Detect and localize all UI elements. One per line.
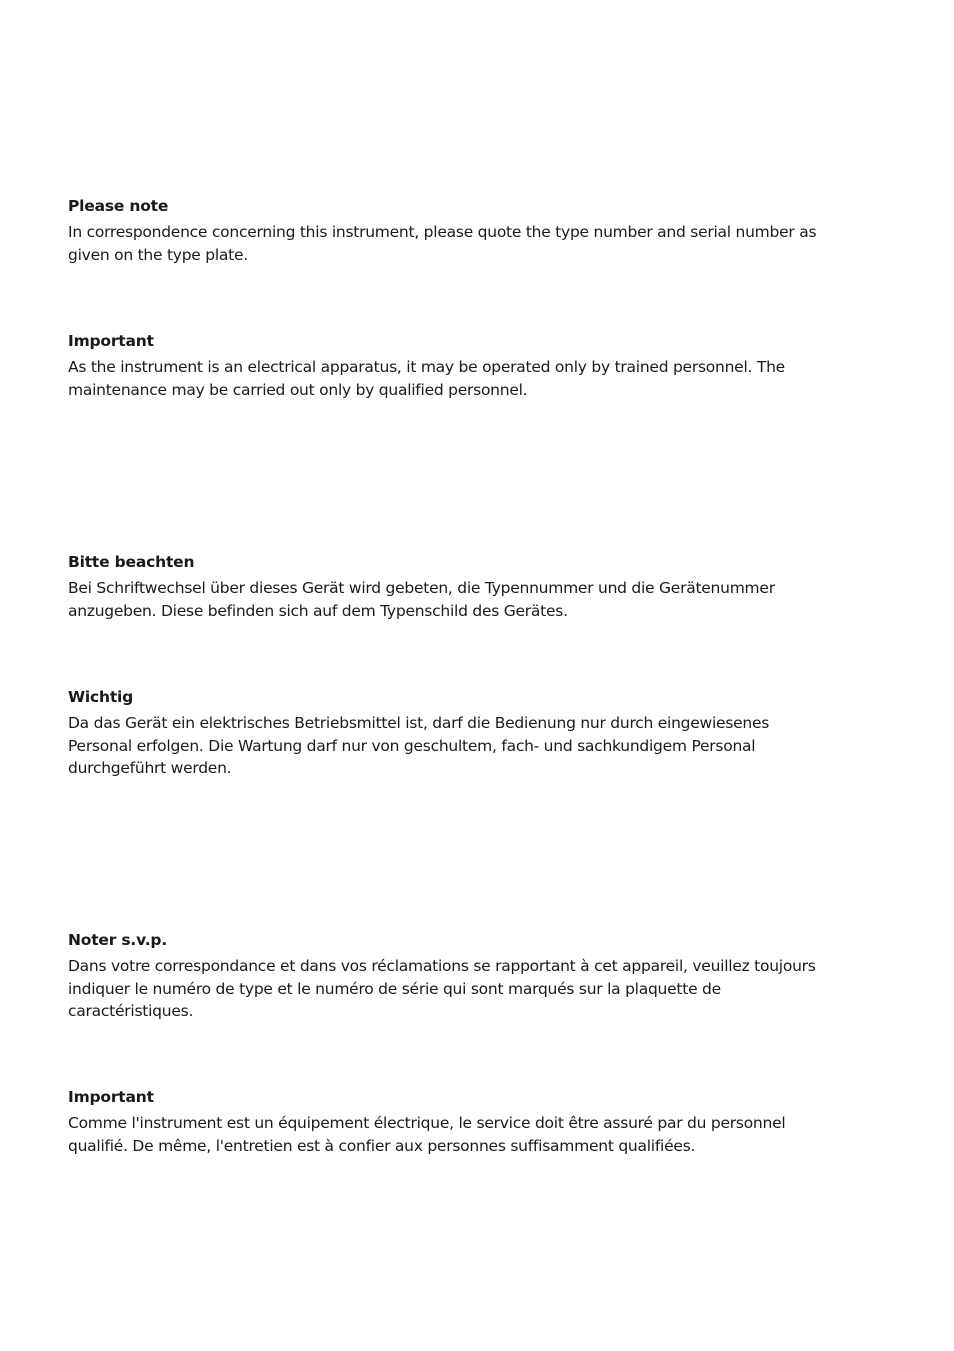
section-heading: Important (68, 332, 154, 350)
section-bitte-beachten (68, 551, 848, 622)
body-line: anzugeben. Diese befinden sich auf dem Typenschild des Gerätes. (68, 601, 568, 620)
body-line: Personal erfolgen. Die Wartung darf nur von geschultem, fach- und sachkundigem Personal (68, 736, 756, 755)
section-noter-svp (68, 929, 848, 1023)
body-line: As the instrument is an electrical apparatus, it may be operated only by trained personnel. The (68, 358, 785, 376)
body-line: durchgeführt werden. (68, 759, 232, 777)
body-line: Comme l'instrument est un équipement électrique, le service doit être assuré par du personnel (68, 1114, 786, 1132)
section-body (68, 955, 848, 1023)
body-line: Da das Gerät ein elektrisches Betriebsmittel ist, darf die Bedienung nur durch eingewiesenes (68, 714, 770, 732)
body-line: Dans votre correspondance et dans vos réclamations se rapportant à cet appareil, veuillez toujours (68, 957, 816, 975)
section-body (68, 356, 848, 401)
section-heading: Noter s.v.p. (68, 931, 168, 949)
section-wichtig (68, 686, 848, 780)
body-line: given on the type plate. (68, 245, 248, 264)
section-body (68, 577, 848, 622)
body-line: caractéristiques. (68, 1002, 194, 1020)
section-body (68, 221, 848, 266)
section-heading: Bitte beachten (68, 553, 195, 571)
section-body (68, 712, 848, 780)
body-line: maintenance may be carried out only by qualified personnel. (68, 380, 528, 399)
body-line: qualifié. De même, l'entretien est à confier aux personnes suffisamment qualifiées. (68, 1136, 696, 1155)
section-heading: Important (68, 1088, 154, 1106)
body-line: indiquer le numéro de type et le numéro de série qui sont marqués sur la plaquette de (68, 979, 721, 998)
section-body (68, 1112, 848, 1157)
section-please-note (68, 195, 848, 266)
section-important-en (68, 330, 848, 401)
body-line: Bei Schriftwechsel über dieses Gerät wird gebeten, die Typennummer und die Gerätenummer (68, 579, 775, 597)
section-important-fr (68, 1086, 848, 1157)
section-heading: Please note (68, 197, 169, 215)
section-heading: Wichtig (68, 688, 134, 706)
body-line: In correspondence concerning this instrument, please quote the type number and serial number as (68, 223, 817, 241)
